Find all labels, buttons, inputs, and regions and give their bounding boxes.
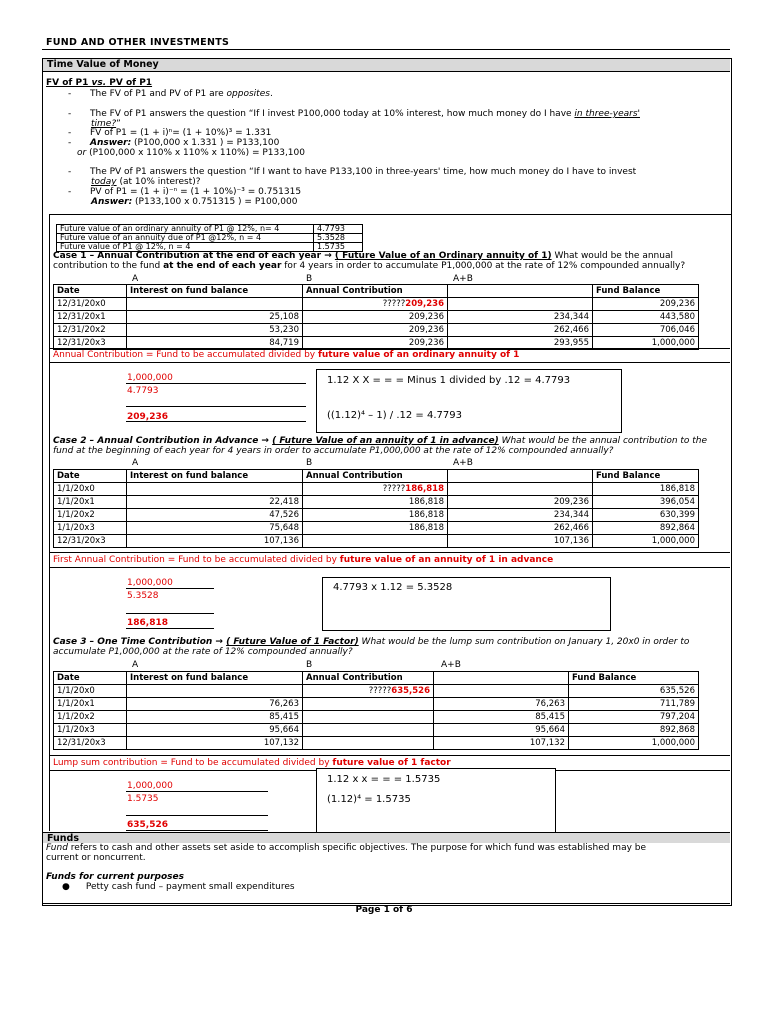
case3-line2: accumulate P1,000,000 at the rate of 12% compounded annually? xyxy=(53,647,353,657)
answer-label: Answer: xyxy=(91,197,133,207)
cell-sum: 293,955 xyxy=(448,337,593,350)
col-letter: A xyxy=(132,458,139,468)
cell-date: 1/1/20x2 xyxy=(54,509,127,522)
col-header: Date xyxy=(54,470,127,483)
funds-text: Fund xyxy=(46,843,68,853)
cell-interest: 53,230 xyxy=(127,324,303,337)
case2-table xyxy=(53,469,699,548)
cell-sum xyxy=(434,685,569,698)
case-title-text: What would be the annual contribution to the xyxy=(498,436,708,446)
table-header-row xyxy=(54,285,699,298)
unknown-marker: ????? xyxy=(382,484,406,494)
calc-rule xyxy=(126,406,306,407)
bullet-text: Petty cash fund – payment small expenditures xyxy=(85,882,295,892)
funds-bullet xyxy=(62,882,295,893)
cell-contribution: 186,818 xyxy=(303,522,448,535)
footer-rule xyxy=(42,903,730,904)
table-row xyxy=(54,535,699,548)
col-header: Annual Contribution xyxy=(303,285,448,298)
cell-interest: 47,526 xyxy=(127,509,303,522)
cell-sum: 262,466 xyxy=(448,522,593,535)
cell-sum: 107,132 xyxy=(434,737,569,750)
divider xyxy=(49,755,730,756)
intro-text: . xyxy=(269,89,273,99)
solved-value: 209,236 xyxy=(405,299,444,309)
formula-text: First Annual Contribution = Fund to be accumulated divided by xyxy=(53,555,340,565)
cell-balance: 1,000,000 xyxy=(593,535,699,548)
header-rule xyxy=(42,49,730,50)
cell-balance: 892,868 xyxy=(569,724,699,737)
cell-balance: 186,818 xyxy=(593,483,699,496)
col-header xyxy=(448,470,593,483)
cell-balance: 635,526 xyxy=(569,685,699,698)
case2-formula xyxy=(53,555,553,566)
case-title-text: ( Future Value of 1 Factor) xyxy=(226,637,359,647)
intro-text: or xyxy=(77,148,87,158)
cell-contribution: 209,236 xyxy=(303,324,448,337)
unknown-marker: ????? xyxy=(382,299,406,309)
calc-result: 209,236 xyxy=(127,412,168,422)
cell-interest: 85,415 xyxy=(127,711,303,724)
intro-text: (P100,000 x 110% x 110% x 110%) = P133,100 xyxy=(86,148,305,158)
col-header: Annual Contribution xyxy=(303,470,448,483)
intro-text: in three-years' xyxy=(574,109,640,119)
formula-text: future value of an annuity of 1 in advance xyxy=(339,555,554,565)
fv-formula: FV of P1 = (1 + i)ⁿ= (1 + 10%)³ = 1.331 xyxy=(90,128,272,138)
cell-balance: 706,046 xyxy=(593,324,699,337)
case1-formula xyxy=(53,350,519,361)
intro-line-5: - Answer: (P100,000 x 1.331 ) = P133,100 xyxy=(68,138,280,148)
case-title-text: What would be the lump sum contribution on January 1, 20x0 in order to xyxy=(358,637,690,647)
case-text: for 4 years in order to accumulate P1,000,000 at the rate of 12% compounded annually? xyxy=(281,261,686,271)
calc-rule xyxy=(126,815,268,816)
solved-value: 635,526 xyxy=(391,686,430,696)
col-header: Date xyxy=(54,672,127,685)
intro-text: today xyxy=(91,177,117,187)
calc-numerator: 1,000,000 xyxy=(127,578,173,588)
cell-sum: 262,466 xyxy=(448,324,593,337)
divider xyxy=(49,362,730,363)
intro-text: (at 10% interest)? xyxy=(116,177,201,187)
col-letter: B xyxy=(306,458,313,468)
factor-table xyxy=(56,224,363,252)
calc-rule xyxy=(126,628,214,629)
funds-text: refers to cash and other assets set aside to accomplish specific objectives. The purpose for which fund was established may be xyxy=(67,843,647,853)
box-text: (1.12)⁴ = 1.5735 xyxy=(327,794,411,805)
case3-table xyxy=(53,671,699,750)
box-text: ((1.12)⁴ – 1) / .12 = 4.7793 xyxy=(327,410,462,421)
intro-text: time? xyxy=(91,119,117,129)
col-letter: A+B xyxy=(453,458,473,468)
case1-table xyxy=(53,284,699,350)
divider xyxy=(49,567,730,568)
col-letter: A+B xyxy=(441,660,461,670)
cell-balance: 630,399 xyxy=(593,509,699,522)
intro-line-1: - The FV of P1 and PV of P1 are opposites. xyxy=(68,89,273,99)
factor-value: 4.7793 xyxy=(314,225,363,234)
page-number: Page 1 of 6 xyxy=(355,905,413,915)
cell-balance: 209,236 xyxy=(593,298,699,311)
intro-text: ” xyxy=(116,119,121,129)
table-header-row xyxy=(54,672,699,685)
case-title-text: What would be the annual xyxy=(551,251,673,261)
cell-contribution xyxy=(303,724,434,737)
cell-date: 12/31/20x1 xyxy=(54,311,127,324)
cell-date: 1/1/20x3 xyxy=(54,522,127,535)
cell-contribution: 186,818 xyxy=(303,496,448,509)
col-header: Fund Balance xyxy=(593,285,699,298)
cell-date: 12/31/20x3 xyxy=(54,737,127,750)
cell-interest: 107,132 xyxy=(127,737,303,750)
case-title-text: Case 1 – Annual Contribution at the end of each year → xyxy=(53,251,335,261)
table-row xyxy=(54,324,699,337)
factor-label: Future value of P1 @ 12%, n = 4 xyxy=(57,243,314,252)
cell-date: 12/31/20x3 xyxy=(54,337,127,350)
intro-text: The PV of P1 answers the question “If I want to have P133,100 in three-years' time, how much money do I have to invest xyxy=(90,167,637,177)
table-row xyxy=(54,724,699,737)
cell-interest: 25,108 xyxy=(127,311,303,324)
case-title-text: Case 3 – One Time Contribution → xyxy=(53,637,227,647)
case-text: at the end of each year xyxy=(163,261,282,271)
cell-sum xyxy=(448,298,593,311)
section-rule xyxy=(43,71,730,72)
col-header: Date xyxy=(54,285,127,298)
formula-text: future value of 1 factor xyxy=(332,758,451,768)
calc-result: 635,526 xyxy=(127,820,168,830)
col-header: Interest on fund balance xyxy=(127,470,303,483)
cell-date: 1/1/20x1 xyxy=(54,496,127,509)
case1-line2 xyxy=(53,261,685,272)
table-row xyxy=(54,509,699,522)
cell-balance: 396,054 xyxy=(593,496,699,509)
col-header: Interest on fund balance xyxy=(127,285,303,298)
cell-contribution xyxy=(303,685,434,698)
intro-text: The FV of P1 answers the question “If I invest P100,000 today at 10% interest, how much money do I have xyxy=(90,109,575,119)
cell-date: 1/1/20x3 xyxy=(54,724,127,737)
cell-contribution xyxy=(303,737,434,750)
calc-result: 186,818 xyxy=(127,618,168,628)
funds-p2: current or noncurrent. xyxy=(46,853,146,863)
box-text: 1.12 x x = = = 1.5735 xyxy=(327,774,441,785)
solved-value: 186,818 xyxy=(405,484,444,494)
cell-interest: 107,136 xyxy=(127,535,303,548)
document-header: FUND AND OTHER INVESTMENTS xyxy=(46,37,230,48)
cell-contribution xyxy=(303,711,434,724)
cell-date: 1/1/20x0 xyxy=(54,483,127,496)
col-letter: B xyxy=(306,274,313,284)
cell-balance: 711,789 xyxy=(569,698,699,711)
col-letter: A+B xyxy=(453,274,473,284)
cell-date: 1/1/20x0 xyxy=(54,685,127,698)
cell-date: 12/31/20x2 xyxy=(54,324,127,337)
cell-interest: 76,263 xyxy=(127,698,303,711)
funds-subheading: Funds for current purposes xyxy=(46,872,185,882)
table-row xyxy=(54,298,699,311)
cell-contribution xyxy=(303,698,434,711)
table-row xyxy=(54,685,699,698)
case2-line2: fund at the beginning of each year for 4 years in order to accumulate P1,000,000 at the rate of 12% compounded annually? xyxy=(53,446,614,456)
cell-sum: 85,415 xyxy=(434,711,569,724)
col-header: Interest on fund balance xyxy=(127,672,303,685)
cell-interest xyxy=(127,685,303,698)
cell-balance: 443,580 xyxy=(593,311,699,324)
cell-sum: 107,136 xyxy=(448,535,593,548)
cell-contribution: 209,236 xyxy=(303,337,448,350)
table-row xyxy=(54,311,699,324)
case-title-text: ( Future Value of an Ordinary annuity of 1) xyxy=(334,251,552,261)
intro-text: The FV of P1 and PV of P1 are xyxy=(90,89,227,99)
col-letter: A xyxy=(132,660,139,670)
case-title-text: ( Future Value of an annuity of 1 in advance) xyxy=(272,436,499,446)
cell-sum: 95,664 xyxy=(434,724,569,737)
intro-text: opposites xyxy=(226,89,270,99)
col-header: Fund Balance xyxy=(569,672,699,685)
table-row xyxy=(54,483,699,496)
cell-interest: 75,648 xyxy=(127,522,303,535)
formula-text: future value of an ordinary annuity of 1 xyxy=(317,350,520,360)
factor-value: 1.5735 xyxy=(314,243,363,252)
answer-label: Answer: xyxy=(90,138,132,148)
cell-balance: 797,204 xyxy=(569,711,699,724)
cell-interest xyxy=(127,298,303,311)
cell-sum xyxy=(448,483,593,496)
cell-sum: 234,344 xyxy=(448,509,593,522)
cell-contribution xyxy=(303,535,448,548)
fv-heading-a: FV of P1 xyxy=(46,78,92,88)
divider xyxy=(49,348,730,349)
case-title-text: Case 2 – Annual Contribution in Advance → xyxy=(53,436,273,446)
table-row xyxy=(54,522,699,535)
intro-line-4: - FV of P1 = (1 + i)ⁿ= (1 + 10%)³ = 1.331 xyxy=(68,128,272,138)
table-row xyxy=(54,737,699,750)
unknown-marker: ????? xyxy=(368,686,392,696)
factor-label: Future value of an annuity due of P1 @12%, n = 4 xyxy=(57,234,314,243)
bullet-icon: ● xyxy=(62,882,70,892)
fv-heading-b: PV of P1 xyxy=(106,78,153,88)
factor-value: 5.3528 xyxy=(314,234,363,243)
intro-line-7: - The PV of P1 answers the question “If I want to have P133,100 in three-years' time, how much money do I have to invest xyxy=(68,167,637,177)
calc-rule xyxy=(126,791,268,792)
calc-numerator: 1,000,000 xyxy=(127,781,173,791)
calc-denominator: 1.5735 xyxy=(127,794,159,804)
table-header-row xyxy=(54,470,699,483)
section-bar-funds: Funds xyxy=(43,832,730,843)
col-letter: A xyxy=(132,274,139,284)
box-text: 4.7793 x 1.12 = 5.3528 xyxy=(333,582,453,593)
calc-rule xyxy=(126,588,214,589)
divider xyxy=(49,552,730,553)
cell-contribution xyxy=(303,483,448,496)
col-header: Annual Contribution xyxy=(303,672,434,685)
cell-interest: 84,719 xyxy=(127,337,303,350)
intro-line-9: - PV of P1 = (1 + i)⁻ⁿ = (1 + 10%)⁻³ = 0.751315 xyxy=(68,187,302,197)
case3-formula-box xyxy=(316,768,556,833)
intro-line-6 xyxy=(77,148,305,159)
cell-sum: 76,263 xyxy=(434,698,569,711)
intro-text: (P133,100 x 0.751315 ) = P100,000 xyxy=(132,197,298,207)
calc-rule xyxy=(126,613,214,614)
col-header xyxy=(448,285,593,298)
col-header: Fund Balance xyxy=(593,470,699,483)
cell-date: 12/31/20x0 xyxy=(54,298,127,311)
cell-sum: 234,344 xyxy=(448,311,593,324)
cell-date: 12/31/20x3 xyxy=(54,535,127,548)
formula-text: Lump sum contribution = Fund to be accumulated divided by xyxy=(53,758,333,768)
case2-formula-box xyxy=(322,577,611,631)
cell-date: 1/1/20x1 xyxy=(54,698,127,711)
intro-text: (P100,000 x 1.331 ) = P133,100 xyxy=(131,138,280,148)
table-row xyxy=(54,496,699,509)
case1-formula-box xyxy=(316,369,622,433)
calc-denominator: 5.3528 xyxy=(127,591,159,601)
factor-label: Future value of an ordinary annuity of P1 @ 12%, n= 4 xyxy=(57,225,314,234)
cell-contribution: 186,818 xyxy=(303,509,448,522)
cell-sum: 209,236 xyxy=(448,496,593,509)
calc-denominator: 4.7793 xyxy=(127,386,159,396)
cell-contribution xyxy=(303,298,448,311)
table-row xyxy=(54,698,699,711)
cell-contribution: 209,236 xyxy=(303,311,448,324)
cell-balance: 1,000,000 xyxy=(569,737,699,750)
table-row xyxy=(54,711,699,724)
cell-date: 1/1/20x2 xyxy=(54,711,127,724)
intro-line-10 xyxy=(91,197,297,208)
col-header xyxy=(434,672,569,685)
calc-rule xyxy=(126,830,268,831)
cell-balance: 892,864 xyxy=(593,522,699,535)
fv-heading-vs: vs. xyxy=(91,78,107,88)
calc-numerator: 1,000,000 xyxy=(127,373,173,383)
fv-pv-heading xyxy=(46,78,152,89)
intro-line-2: - The FV of P1 answers the question “If I invest P100,000 today at 10% interest, how much money do I have in three-years' xyxy=(68,109,640,119)
cell-interest: 95,664 xyxy=(127,724,303,737)
pv-formula: PV of P1 = (1 + i)⁻ⁿ = (1 + 10%)⁻³ = 0.751315 xyxy=(90,187,302,197)
cell-balance: 1,000,000 xyxy=(593,337,699,350)
cell-interest: 22,418 xyxy=(127,496,303,509)
box-text: 1.12 X X = = = Minus 1 divided by .12 = 4.7793 xyxy=(327,375,571,386)
calc-rule xyxy=(126,383,306,384)
cell-interest xyxy=(127,483,303,496)
case-text: contribution to the fund xyxy=(53,261,164,271)
section-bar-tvm: Time Value of Money xyxy=(43,59,730,71)
col-letter: B xyxy=(306,660,313,670)
formula-text: Annual Contribution = Fund to be accumulated divided by xyxy=(53,350,318,360)
